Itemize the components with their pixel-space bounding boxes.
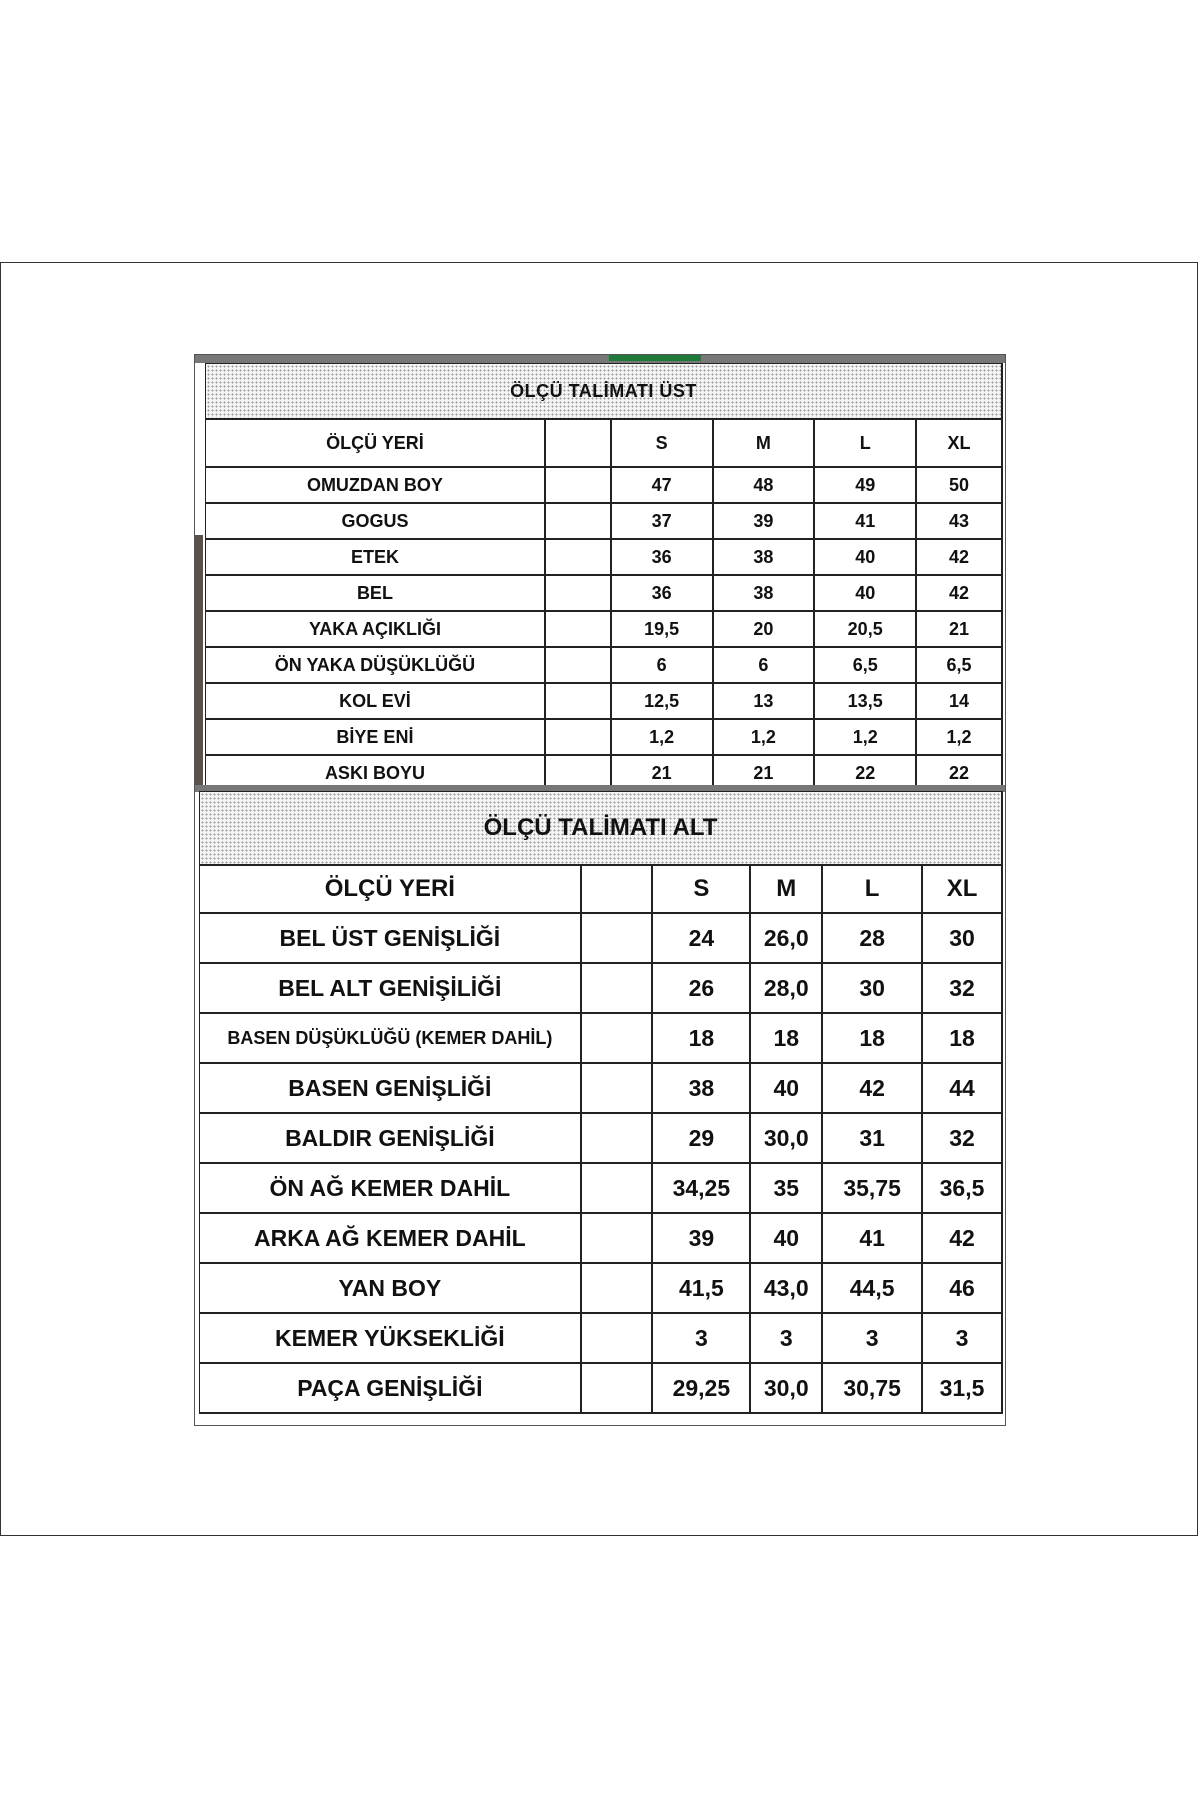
measurement-label: YAKA AÇIKLIĞI [206, 611, 545, 647]
size-value-cell: 41,5 [652, 1263, 750, 1313]
size-column-header: S [611, 419, 713, 467]
size-value-cell: 35 [750, 1163, 822, 1213]
blank-cell [545, 683, 611, 719]
size-value-cell: 43 [916, 503, 1002, 539]
size-value-cell: 38 [713, 539, 815, 575]
size-value-cell: 30,0 [750, 1113, 822, 1163]
size-value-cell: 47 [611, 467, 713, 503]
size-value-cell: 41 [814, 503, 916, 539]
blank-cell [581, 1113, 653, 1163]
table-row [200, 1063, 1003, 1113]
size-value-cell: 30 [922, 913, 1002, 963]
size-value-cell: 42 [922, 1213, 1002, 1263]
header-row [200, 865, 1003, 913]
size-value-cell: 3 [922, 1313, 1002, 1363]
size-column-header: XL [922, 865, 1002, 913]
size-value-cell: 13,5 [814, 683, 916, 719]
blank-cell [545, 647, 611, 683]
size-value-cell: 21 [713, 755, 815, 791]
size-value-cell: 1,2 [916, 719, 1002, 755]
blank-cell [581, 1013, 653, 1063]
size-value-cell: 26 [652, 963, 750, 1013]
size-value-cell: 35,75 [822, 1163, 922, 1213]
column-header-strip [195, 355, 1005, 363]
table-row [206, 575, 1003, 611]
size-value-cell: 44 [922, 1063, 1002, 1113]
size-value-cell: 18 [822, 1013, 922, 1063]
size-value-cell: 43,0 [750, 1263, 822, 1313]
size-value-cell: 32 [922, 1113, 1002, 1163]
blank-cell [581, 1263, 653, 1313]
size-value-cell: 48 [713, 467, 815, 503]
size-value-cell: 44,5 [822, 1263, 922, 1313]
size-value-cell: 38 [713, 575, 815, 611]
size-value-cell: 49 [814, 467, 916, 503]
measurement-label: BİYE ENİ [206, 719, 545, 755]
size-value-cell: 42 [822, 1063, 922, 1113]
size-value-cell: 34,25 [652, 1163, 750, 1213]
size-value-cell: 1,2 [713, 719, 815, 755]
table-row [206, 503, 1003, 539]
blank-cell [581, 913, 653, 963]
table-row [200, 913, 1003, 963]
blank-cell [581, 1163, 653, 1213]
measurement-label: GOGUS [206, 503, 545, 539]
table-row [206, 539, 1003, 575]
lower-size-table [199, 791, 1003, 1414]
size-chart-sheet [194, 354, 1006, 1426]
selected-column-marker [609, 355, 701, 361]
blank-cell [581, 1363, 653, 1413]
size-column-header: L [814, 419, 916, 467]
measurement-label: BEL [206, 575, 545, 611]
size-value-cell: 3 [750, 1313, 822, 1363]
table-row [200, 1013, 1003, 1063]
measurement-label: KOL EVİ [206, 683, 545, 719]
size-value-cell: 6,5 [916, 647, 1002, 683]
measurement-label: PAÇA GENİŞLİĞİ [200, 1363, 581, 1413]
table-row [206, 611, 1003, 647]
upper-size-table [205, 363, 1003, 792]
size-value-cell: 14 [916, 683, 1002, 719]
blank-cell [545, 503, 611, 539]
size-value-cell: 3 [822, 1313, 922, 1363]
size-value-cell: 20,5 [814, 611, 916, 647]
blank-cell [581, 1063, 653, 1113]
blank-cell [545, 611, 611, 647]
measure-column-header: ÖLÇÜ YERİ [206, 419, 545, 467]
size-value-cell: 24 [652, 913, 750, 963]
size-value-cell: 22 [814, 755, 916, 791]
size-value-cell: 26,0 [750, 913, 822, 963]
table-row [200, 1213, 1003, 1263]
size-value-cell: 36 [611, 575, 713, 611]
size-value-cell: 37 [611, 503, 713, 539]
measure-column-header: ÖLÇÜ YERİ [200, 865, 581, 913]
measurement-label: ETEK [206, 539, 545, 575]
size-value-cell: 40 [750, 1063, 822, 1113]
size-value-cell: 40 [814, 539, 916, 575]
size-value-cell: 18 [652, 1013, 750, 1063]
size-value-cell: 19,5 [611, 611, 713, 647]
blank-cell [545, 539, 611, 575]
table-row [200, 1263, 1003, 1313]
measurement-label: ARKA AĞ KEMER DAHİL [200, 1213, 581, 1263]
measurement-label: OMUZDAN BOY [206, 467, 545, 503]
size-value-cell: 36,5 [922, 1163, 1002, 1213]
size-column-header: M [750, 865, 822, 913]
size-value-cell: 29 [652, 1113, 750, 1163]
size-value-cell: 29,25 [652, 1363, 750, 1413]
size-value-cell: 41 [822, 1213, 922, 1263]
table-row [200, 1363, 1003, 1413]
size-value-cell: 39 [713, 503, 815, 539]
size-column-header: XL [916, 419, 1002, 467]
table-row [200, 1163, 1003, 1213]
table-row [200, 1113, 1003, 1163]
measurement-label: BEL ALT GENİŞİLİĞİ [200, 963, 581, 1013]
size-value-cell: 1,2 [611, 719, 713, 755]
table-row [200, 963, 1003, 1013]
size-value-cell: 30 [822, 963, 922, 1013]
size-column-header: S [652, 865, 750, 913]
blank-cell [545, 575, 611, 611]
size-value-cell: 18 [750, 1013, 822, 1063]
size-value-cell: 21 [916, 611, 1002, 647]
size-value-cell: 28,0 [750, 963, 822, 1013]
measurement-label: ÖN AĞ KEMER DAHİL [200, 1163, 581, 1213]
size-column-header: M [713, 419, 815, 467]
size-value-cell: 1,2 [814, 719, 916, 755]
size-value-cell: 31 [822, 1113, 922, 1163]
size-value-cell: 46 [922, 1263, 1002, 1313]
blank-cell [581, 963, 653, 1013]
blank-cell [545, 467, 611, 503]
size-value-cell: 3 [652, 1313, 750, 1363]
size-column-header: L [822, 865, 922, 913]
header-row [206, 419, 1003, 467]
measurement-label: BEL ÜST GENİŞLİĞİ [200, 913, 581, 963]
blank-cell [581, 1313, 653, 1363]
size-value-cell: 13 [713, 683, 815, 719]
measurement-label: BALDIR GENİŞLİĞİ [200, 1113, 581, 1163]
size-value-cell: 42 [916, 575, 1002, 611]
size-value-cell: 32 [922, 963, 1002, 1013]
measurement-label: BASEN GENİŞLİĞİ [200, 1063, 581, 1113]
size-value-cell: 30,0 [750, 1363, 822, 1413]
size-value-cell: 6 [611, 647, 713, 683]
table-row [206, 683, 1003, 719]
measurement-label: YAN BOY [200, 1263, 581, 1313]
blank-column-header [581, 865, 653, 913]
size-value-cell: 40 [814, 575, 916, 611]
blank-cell [545, 719, 611, 755]
size-value-cell: 20 [713, 611, 815, 647]
size-value-cell: 21 [611, 755, 713, 791]
measurement-label: ÖN YAKA DÜŞÜKLÜĞÜ [206, 647, 545, 683]
table-row [206, 719, 1003, 755]
size-value-cell: 22 [916, 755, 1002, 791]
size-value-cell: 38 [652, 1063, 750, 1113]
size-value-cell: 18 [922, 1013, 1002, 1063]
size-value-cell: 30,75 [822, 1363, 922, 1413]
table-row [200, 1313, 1003, 1363]
row-header-strip [195, 535, 203, 785]
blank-column-header [545, 419, 611, 467]
measurement-label: KEMER YÜKSEKLİĞİ [200, 1313, 581, 1363]
blank-cell [581, 1213, 653, 1263]
table-row [206, 647, 1003, 683]
size-value-cell: 6,5 [814, 647, 916, 683]
size-value-cell: 12,5 [611, 683, 713, 719]
table-row [206, 467, 1003, 503]
size-value-cell: 50 [916, 467, 1002, 503]
size-value-cell: 36 [611, 539, 713, 575]
upper-table-title: ÖLÇÜ TALİMATI ÜST [206, 364, 1003, 420]
size-value-cell: 42 [916, 539, 1002, 575]
size-value-cell: 28 [822, 913, 922, 963]
measurement-label: ASKI BOYU [206, 755, 545, 791]
size-value-cell: 6 [713, 647, 815, 683]
measurement-label: BASEN DÜŞÜKLÜĞÜ (KEMER DAHİL) [200, 1013, 581, 1063]
size-value-cell: 39 [652, 1213, 750, 1263]
size-value-cell: 40 [750, 1213, 822, 1263]
size-value-cell: 31,5 [922, 1363, 1002, 1413]
lower-table-title: ÖLÇÜ TALİMATI ALT [200, 792, 1003, 866]
